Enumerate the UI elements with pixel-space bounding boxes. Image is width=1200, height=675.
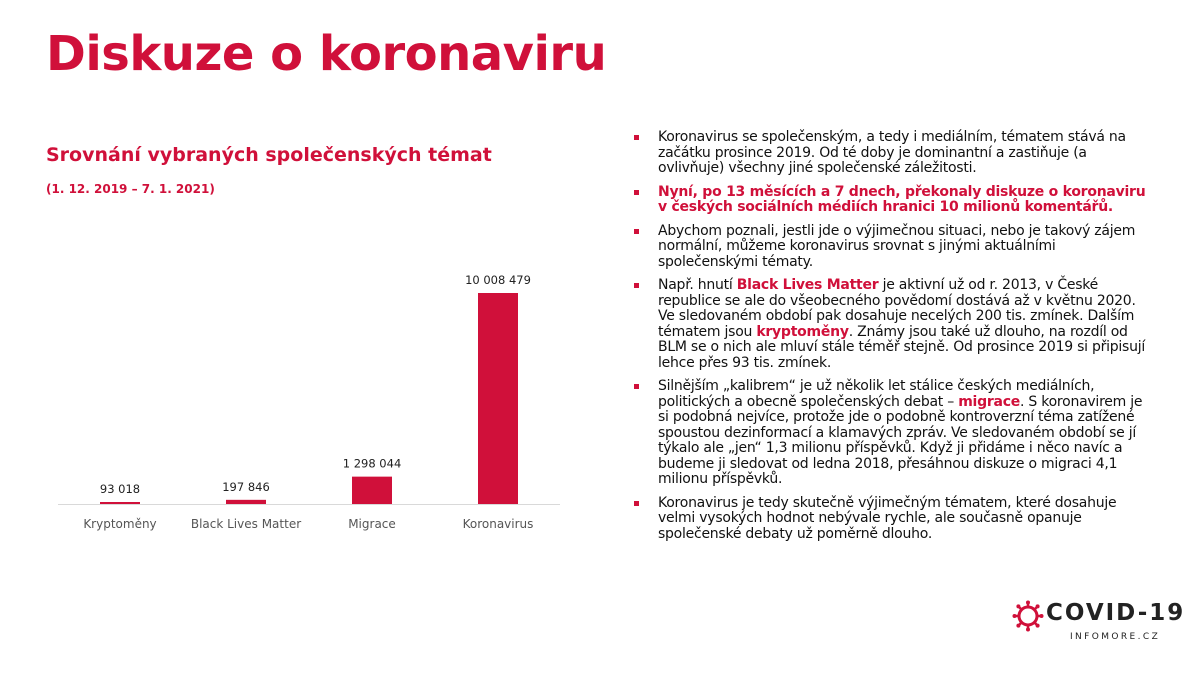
bar-3 (352, 477, 392, 504)
bullet-text: Silnějším „kalibrem“ je už několik let stálice českých mediálních, politických a obecně společenských debat – (658, 378, 1095, 410)
bullet-text: Abychom poznali, jestli jde o výjimečnou situaci, nebo je takový zájem normální, můžeme koronavirus srovnat s jinými aktuálními společenskými tématy. (658, 222, 1136, 270)
bullet-item (632, 379, 1152, 488)
chart-subtitle: Srovnání vybraných společenských témat (46, 144, 492, 166)
bullet-text: . Známy jsou také už dlouho, na rozdíl od BLM se o nich ale mluví stále téměř stejně. Od prosince 2019 si připisují lehce přes 93 tis. zmínek. (658, 323, 1145, 371)
covid-logo (1012, 598, 1186, 648)
bar-value-label: 197 846 (222, 479, 270, 494)
highlighted-text: migrace (958, 393, 1021, 410)
bullet-square-icon (634, 501, 639, 506)
bullet-square-icon (634, 384, 639, 389)
highlighted-text: Black Lives Matter (736, 277, 879, 293)
category-label: Kryptoměny (83, 517, 157, 531)
bar-chart (0, 0, 600, 560)
virus-icon (1012, 600, 1044, 632)
highlighted-text: kryptoměny (756, 323, 849, 340)
category-label: Black Lives Matter (190, 517, 302, 531)
bullet-item (632, 496, 1152, 543)
bullet-text: . S koronavirem je si podobná nejvíce, protože jde o podobně kontroverzní téma zatížené spoustou dezinformací a klamavých zpráv. Ve sledovaném období se jí týkalo ale „jen“ 1,3 milionu příspěvků. Když ji přidáme i něco navíc a budeme ji sledovat od ledna 2018, přesáhnou diskuze o migraci 4,1 milionu příspěvků. (658, 393, 1143, 487)
bar-value-label: 93 018 (99, 482, 141, 496)
bullet-item (632, 185, 1152, 216)
bullet-text: Např. hnutí (658, 277, 737, 293)
bullet-item (632, 224, 1152, 271)
bullet-square-icon (634, 135, 639, 140)
highlighted-text: Nyní, po 13 měsících a 7 dnech, překonaly diskuze o koronaviru v českých sociálních médiích hranici 10 milionů komentářů. (658, 183, 1146, 215)
bullet-item (632, 130, 1152, 177)
logo-subtitle: INFOMORE.CZ (1070, 632, 1161, 642)
bullet-item (632, 278, 1152, 371)
bar-4 (478, 293, 518, 504)
bullet-list (632, 130, 1152, 550)
bar-value-label: 1 298 044 (342, 456, 402, 471)
bullet-square-icon (634, 229, 639, 234)
date-range: (1. 12. 2019 – 7. 1. 2021) (46, 182, 215, 196)
category-label: Migrace (348, 517, 396, 531)
bar-2 (226, 500, 266, 504)
bullet-square-icon (634, 190, 639, 195)
bar-value-label: 10 008 479 (465, 273, 531, 287)
page-title: Diskuze o koronaviru (46, 26, 607, 82)
bullet-square-icon (634, 283, 639, 288)
bullet-text: Koronavirus se společenským, a tedy i mediálním, tématem stává na začátku prosince 2019. Od té doby je dominantní a zastiňuje (a ovlivňuje) všechny jiné společenské záležitosti. (658, 129, 1126, 176)
bar-1 (100, 502, 140, 504)
category-label: Koronavirus (462, 517, 534, 531)
bullet-text: Koronavirus je tedy skutečně výjimečným tématem, které dosahuje velmi vysokých hodnot nebývale rychle, ale současně opanuje společenské debaty už poměrně dlouho. (658, 494, 1117, 542)
bullet-text: je aktivní už od r. 2013, v České republice se ale do všeobecného povědomí dostává až v květnu 2020. Ve sledovaném období pak dosahuje necelých 200 tis. zmínek. Dalším tématem jsou (658, 277, 1136, 340)
logo-title: COVID-19 (1046, 600, 1186, 626)
